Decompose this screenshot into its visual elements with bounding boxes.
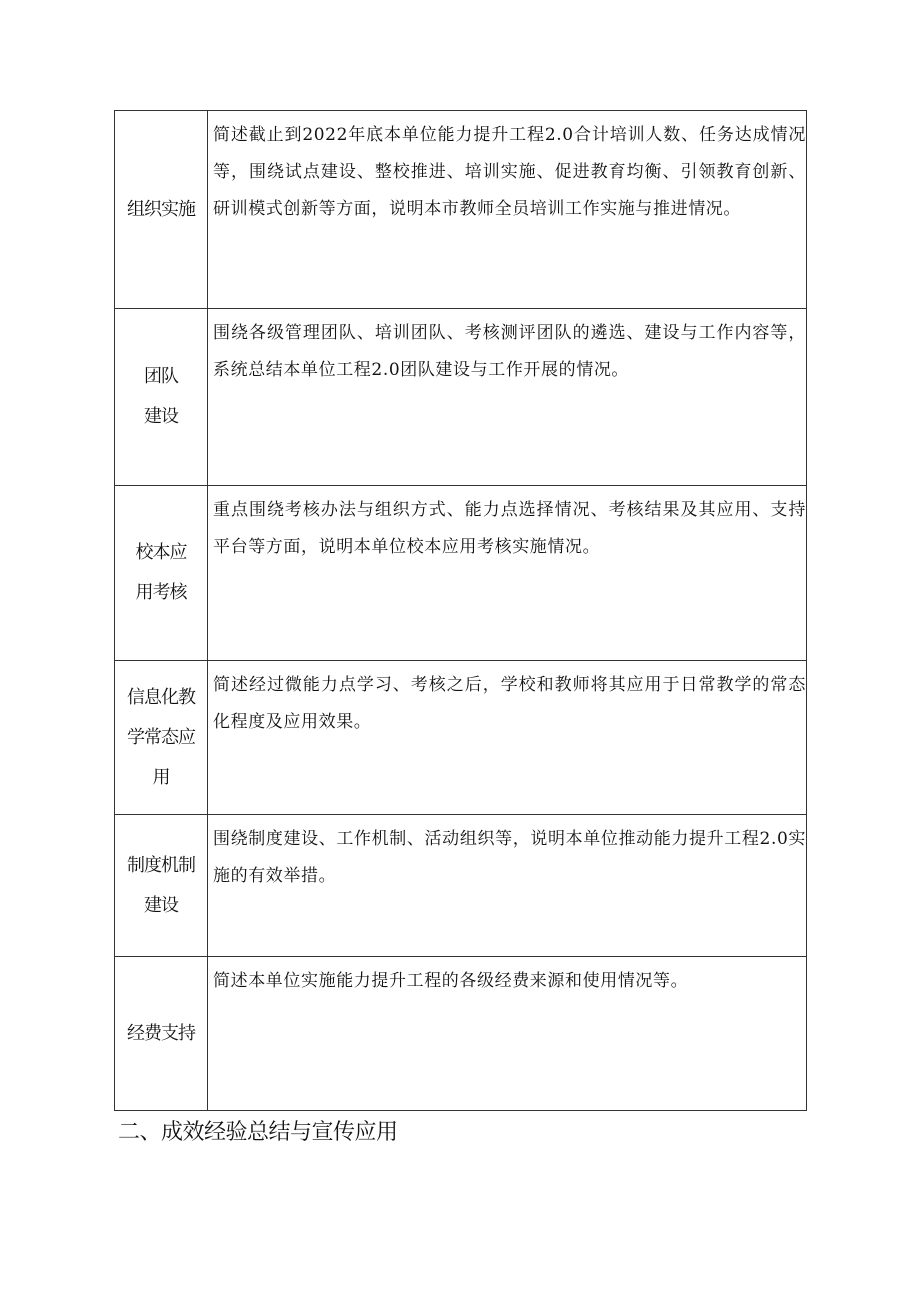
row-label-cell — [115, 957, 208, 1111]
row-description: 围绕各级管理团队、培训团队、考核测评团队的遴选、建设与工作内容等，系统总结本单位工程2.0团队建设与工作开展的情况。 — [213, 323, 806, 380]
table-row-mechanism — [115, 815, 807, 957]
row-description-cell — [208, 815, 807, 957]
row-description: 简述本单位实施能力提升工程的各级经费来源和使用情况等。 — [213, 971, 689, 991]
table-row-funding — [115, 957, 807, 1111]
row-description: 简述经过微能力点学习、考核之后，学校和教师将其应用于日常教学的常态化程度及应用效果。 — [213, 675, 806, 732]
row-description-cell — [208, 661, 807, 815]
row-label: 经费支持 — [127, 1022, 195, 1044]
row-label: 组织实施 — [127, 198, 195, 220]
row-label-cell — [115, 111, 208, 309]
row-description: 重点围绕考核办法与组织方式、能力点选择情况、考核结果及其应用、支持平台等方面，说明本单位校本应用考核实施情况。 — [213, 500, 806, 557]
row-description-cell — [208, 111, 807, 309]
table-row-assessment — [115, 486, 807, 661]
row-label-cell — [115, 309, 208, 486]
row-label-cell — [115, 815, 208, 957]
row-label: 制度机制 建设 — [127, 854, 195, 916]
table-row-team — [115, 309, 807, 486]
section-heading: 二、成效经验总结与宣传应用 — [118, 1120, 398, 1145]
row-label-cell — [115, 661, 208, 815]
row-description: 围绕制度建设、工作机制、活动组织等，说明本单位推动能力提升工程2.0实施的有效举措。 — [213, 829, 806, 886]
row-description-cell — [208, 957, 807, 1111]
row-label: 团队 建设 — [144, 366, 178, 427]
row-label: 信息化教 学常态应 用 — [127, 686, 195, 788]
row-label: 校本应 用考核 — [135, 542, 187, 603]
table-row-application — [115, 661, 807, 815]
row-description: 简述截止到2022年底本单位能力提升工程2.0合计培训人数、任务达成情况等，围绕试点建设、整校推进、培训实施、促进教育均衡、引领教育创新、研训模式创新等方面，说明本市教师全员培训工作实施与推进情况。 — [213, 125, 806, 219]
row-description-cell — [208, 486, 807, 661]
report-table — [114, 110, 807, 1111]
row-label-cell — [115, 486, 208, 661]
table-row-organization — [115, 111, 807, 309]
row-description-cell — [208, 309, 807, 486]
